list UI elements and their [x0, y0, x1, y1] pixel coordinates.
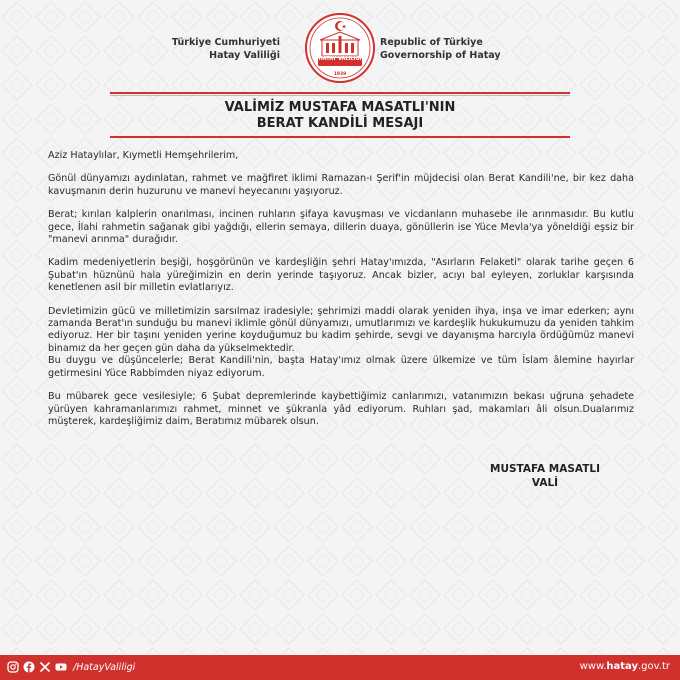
signature-role: VALİ	[531, 477, 559, 489]
paragraph-1: Gönül dünyamızı aydınlatan, rahmet ve mağfiret iklimi Ramazan-ı Şerif'in müjdecisi olan Berat Kandili'ne, bir kez daha kavuşmanın derin huzurunu ve manevi heyecanını yaşıyoruz.	[48, 173, 634, 197]
paragraph-6: Bu mübarek gece vesilesiyle; 6 Şubat depremlerinde kaybettiğimiz canlarımızı, vatanımızın bekası uğruna şehadete yürüyen kahramanlarımızı rahmet, minnet ve şükranla yâd ediyorum. Ruhları şad, makamları âli olsun.Dualarımız müşterek, kardeşliğimiz daim, Beratımız mübarek olsun.	[48, 391, 634, 427]
paragraph-4: Devletimizin gücü ve milletimizin sarsılmaz iradesiyle; şehrimizi maddi olarak yeniden ihya, inşa ve imar ederken; aynı zamanda Berat'ın sunduğu bu manevi iklimle gönül dünyamızı, umutlarımızı ve kardeşlik hukukumuzu da yeniden tahkim ediyoruz. Her bir taşını yeniden yerine koyduğumuz bu kadim şehirde, sevgi ve dayanışma harcıyla ördüğümüz manevi binamız da her geçen gün daha da yükselmektedir.	[48, 305, 634, 354]
header-right-text	[380, 36, 580, 62]
paragraph-3: Kadim medeniyetlerin beşiği, hoşgörünün ve kardeşliğin şehri Hatay'ımızda, "Asırların Felaketi" olarak tarihe geçen 6 Şubat'ın hüznünü hala yüreğimizin en derin yerinde taşıyoruz. Ancak bizler, acıyı bal eyleyen, zorluklar karşısında kenetlenen asil bir milletin evlatlarıyız.	[48, 257, 634, 294]
paragraph-2: Berat; kırılan kalplerin onarılması, incinen ruhların şifaya kavuşması ve vicdanların muhasebe ile arınmasıdır. Bu kutlu gece, İlahi rahmetin sağanak gibi yağdığı, ellerin semaya, dillerin duaya, gönüllerin ise Yüce Mevla'ya yöneldiği eşsiz bir "manevi arınma" durağıdır.	[48, 209, 634, 246]
letterhead	[0, 8, 680, 90]
title-bottom-rule	[110, 136, 570, 138]
page-title	[0, 100, 680, 132]
instagram-icon[interactable]	[6, 660, 20, 674]
header-right-line1: Republic of Türkiye	[380, 37, 483, 48]
title-line2: BERAT KANDİLİ MESAJI	[256, 116, 424, 131]
signature-block	[470, 462, 620, 490]
header-left-line2: Hatay Valiliği	[209, 50, 280, 61]
seal-text: HATAY VALİLİĞİ	[318, 56, 362, 62]
social-handle[interactable]: /HatayValiligi	[73, 661, 136, 673]
message-body	[48, 150, 634, 439]
header-right-line2: Governorship of Hatay	[380, 50, 501, 61]
seal-year: 1939	[333, 72, 347, 77]
header-left-text	[80, 36, 280, 62]
youtube-icon[interactable]	[54, 660, 68, 674]
website-link[interactable]	[580, 661, 670, 672]
title-top-rule	[110, 92, 570, 94]
footer-bar	[0, 655, 680, 680]
facebook-icon[interactable]	[22, 660, 36, 674]
greeting: Aziz Hataylılar, Kıymetli Hemşehrilerim,	[48, 150, 239, 161]
header-left-line1: Türkiye Cumhuriyeti	[171, 37, 280, 48]
signature-name: MUSTAFA MASATLI	[490, 463, 600, 475]
social-links	[6, 660, 135, 674]
paragraph-5: Bu duygu ve düşüncelerle; Berat Kandili'nin, başta Hatay'ımız olmak üzere ülkemize ve tüm İslam âlemine hayırlar getirmesini Yüce Rabbimden niyaz ediyorum.	[48, 355, 634, 379]
title-line1: VALİMİZ MUSTAFA MASATLI'NIN	[224, 100, 456, 115]
site-tld: .gov.tr	[638, 661, 670, 672]
site-prefix: www.	[579, 661, 607, 672]
x-icon[interactable]	[38, 660, 52, 674]
site-domain: hatay	[606, 661, 638, 672]
title-top-rule-gray	[110, 95, 570, 96]
